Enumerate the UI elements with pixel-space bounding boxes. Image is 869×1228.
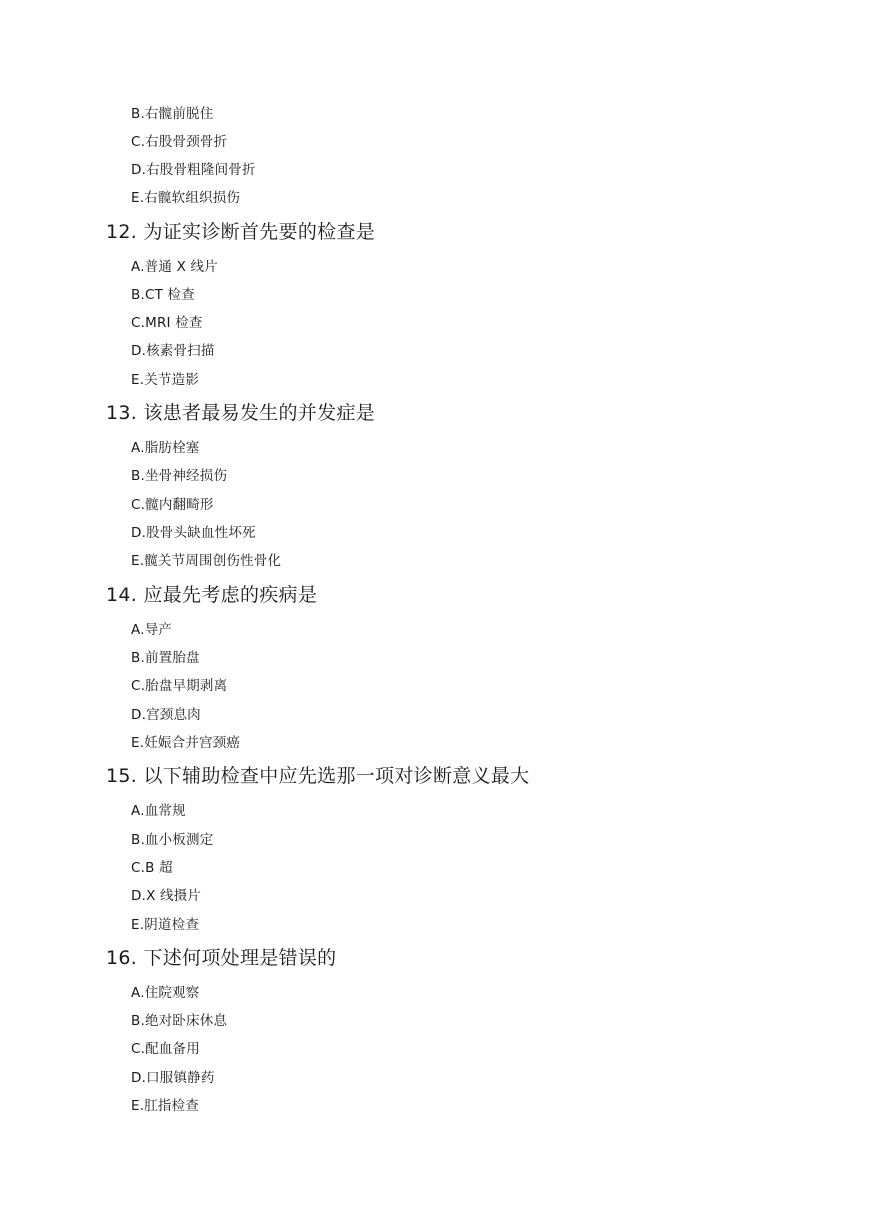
question-13-title: 13. 该患者最易发生的并发症是: [106, 402, 376, 424]
option-11-c: C.右股骨颈骨折: [131, 134, 228, 150]
option-13-e: E.髋关节周围创伤性骨化: [131, 553, 282, 569]
option-13-a: A.脂肪栓塞: [131, 440, 200, 456]
option-16-d: D.口服镇静药: [131, 1070, 215, 1086]
option-12-c: C.MRI 检查: [131, 315, 203, 331]
option-13-c: C.髋内翻畸形: [131, 497, 214, 513]
option-15-b: B.血小板测定: [131, 832, 214, 848]
question-12-title: 12. 为证实诊断首先要的检查是: [106, 221, 376, 243]
option-13-d: D.股骨头缺血性坏死: [131, 525, 256, 541]
option-16-a: A.住院观察: [131, 985, 200, 1001]
option-12-a: A.普通 X 线片: [131, 259, 218, 275]
option-13-b: B.坐骨神经损伤: [131, 468, 228, 484]
option-11-b: B.右髋前脱住: [131, 106, 214, 122]
option-14-d: D.宫颈息肉: [131, 707, 201, 723]
option-14-b: B.前置胎盘: [131, 650, 200, 666]
option-16-c: C.配血备用: [131, 1041, 200, 1057]
option-12-b: B.CT 检查: [131, 287, 195, 303]
option-15-d: D.X 线摄片: [131, 888, 202, 904]
option-15-c: C.B 超: [131, 860, 173, 876]
question-14-title: 14. 应最先考虑的疾病是: [106, 584, 318, 606]
question-16-title: 16. 下述何项处理是错误的: [106, 947, 337, 969]
option-14-a: A.导产: [131, 622, 173, 638]
option-14-e: E.妊娠合并宫颈癌: [131, 735, 241, 751]
question-15-title: 15. 以下辅助检查中应先选那一项对诊断意义最大: [106, 765, 530, 787]
option-11-d: D.右股骨粗隆间骨折: [131, 162, 256, 178]
option-12-d: D.核素骨扫描: [131, 343, 215, 359]
option-16-e: E.肛指检查: [131, 1098, 200, 1114]
option-15-a: A.血常规: [131, 803, 186, 819]
option-15-e: E.阴道检查: [131, 917, 200, 933]
option-16-b: B.绝对卧床休息: [131, 1013, 228, 1029]
option-12-e: E.关节造影: [131, 372, 200, 388]
option-11-e: E.右髋软组织损伤: [131, 190, 241, 206]
option-14-c: C.胎盘早期剥离: [131, 678, 228, 694]
